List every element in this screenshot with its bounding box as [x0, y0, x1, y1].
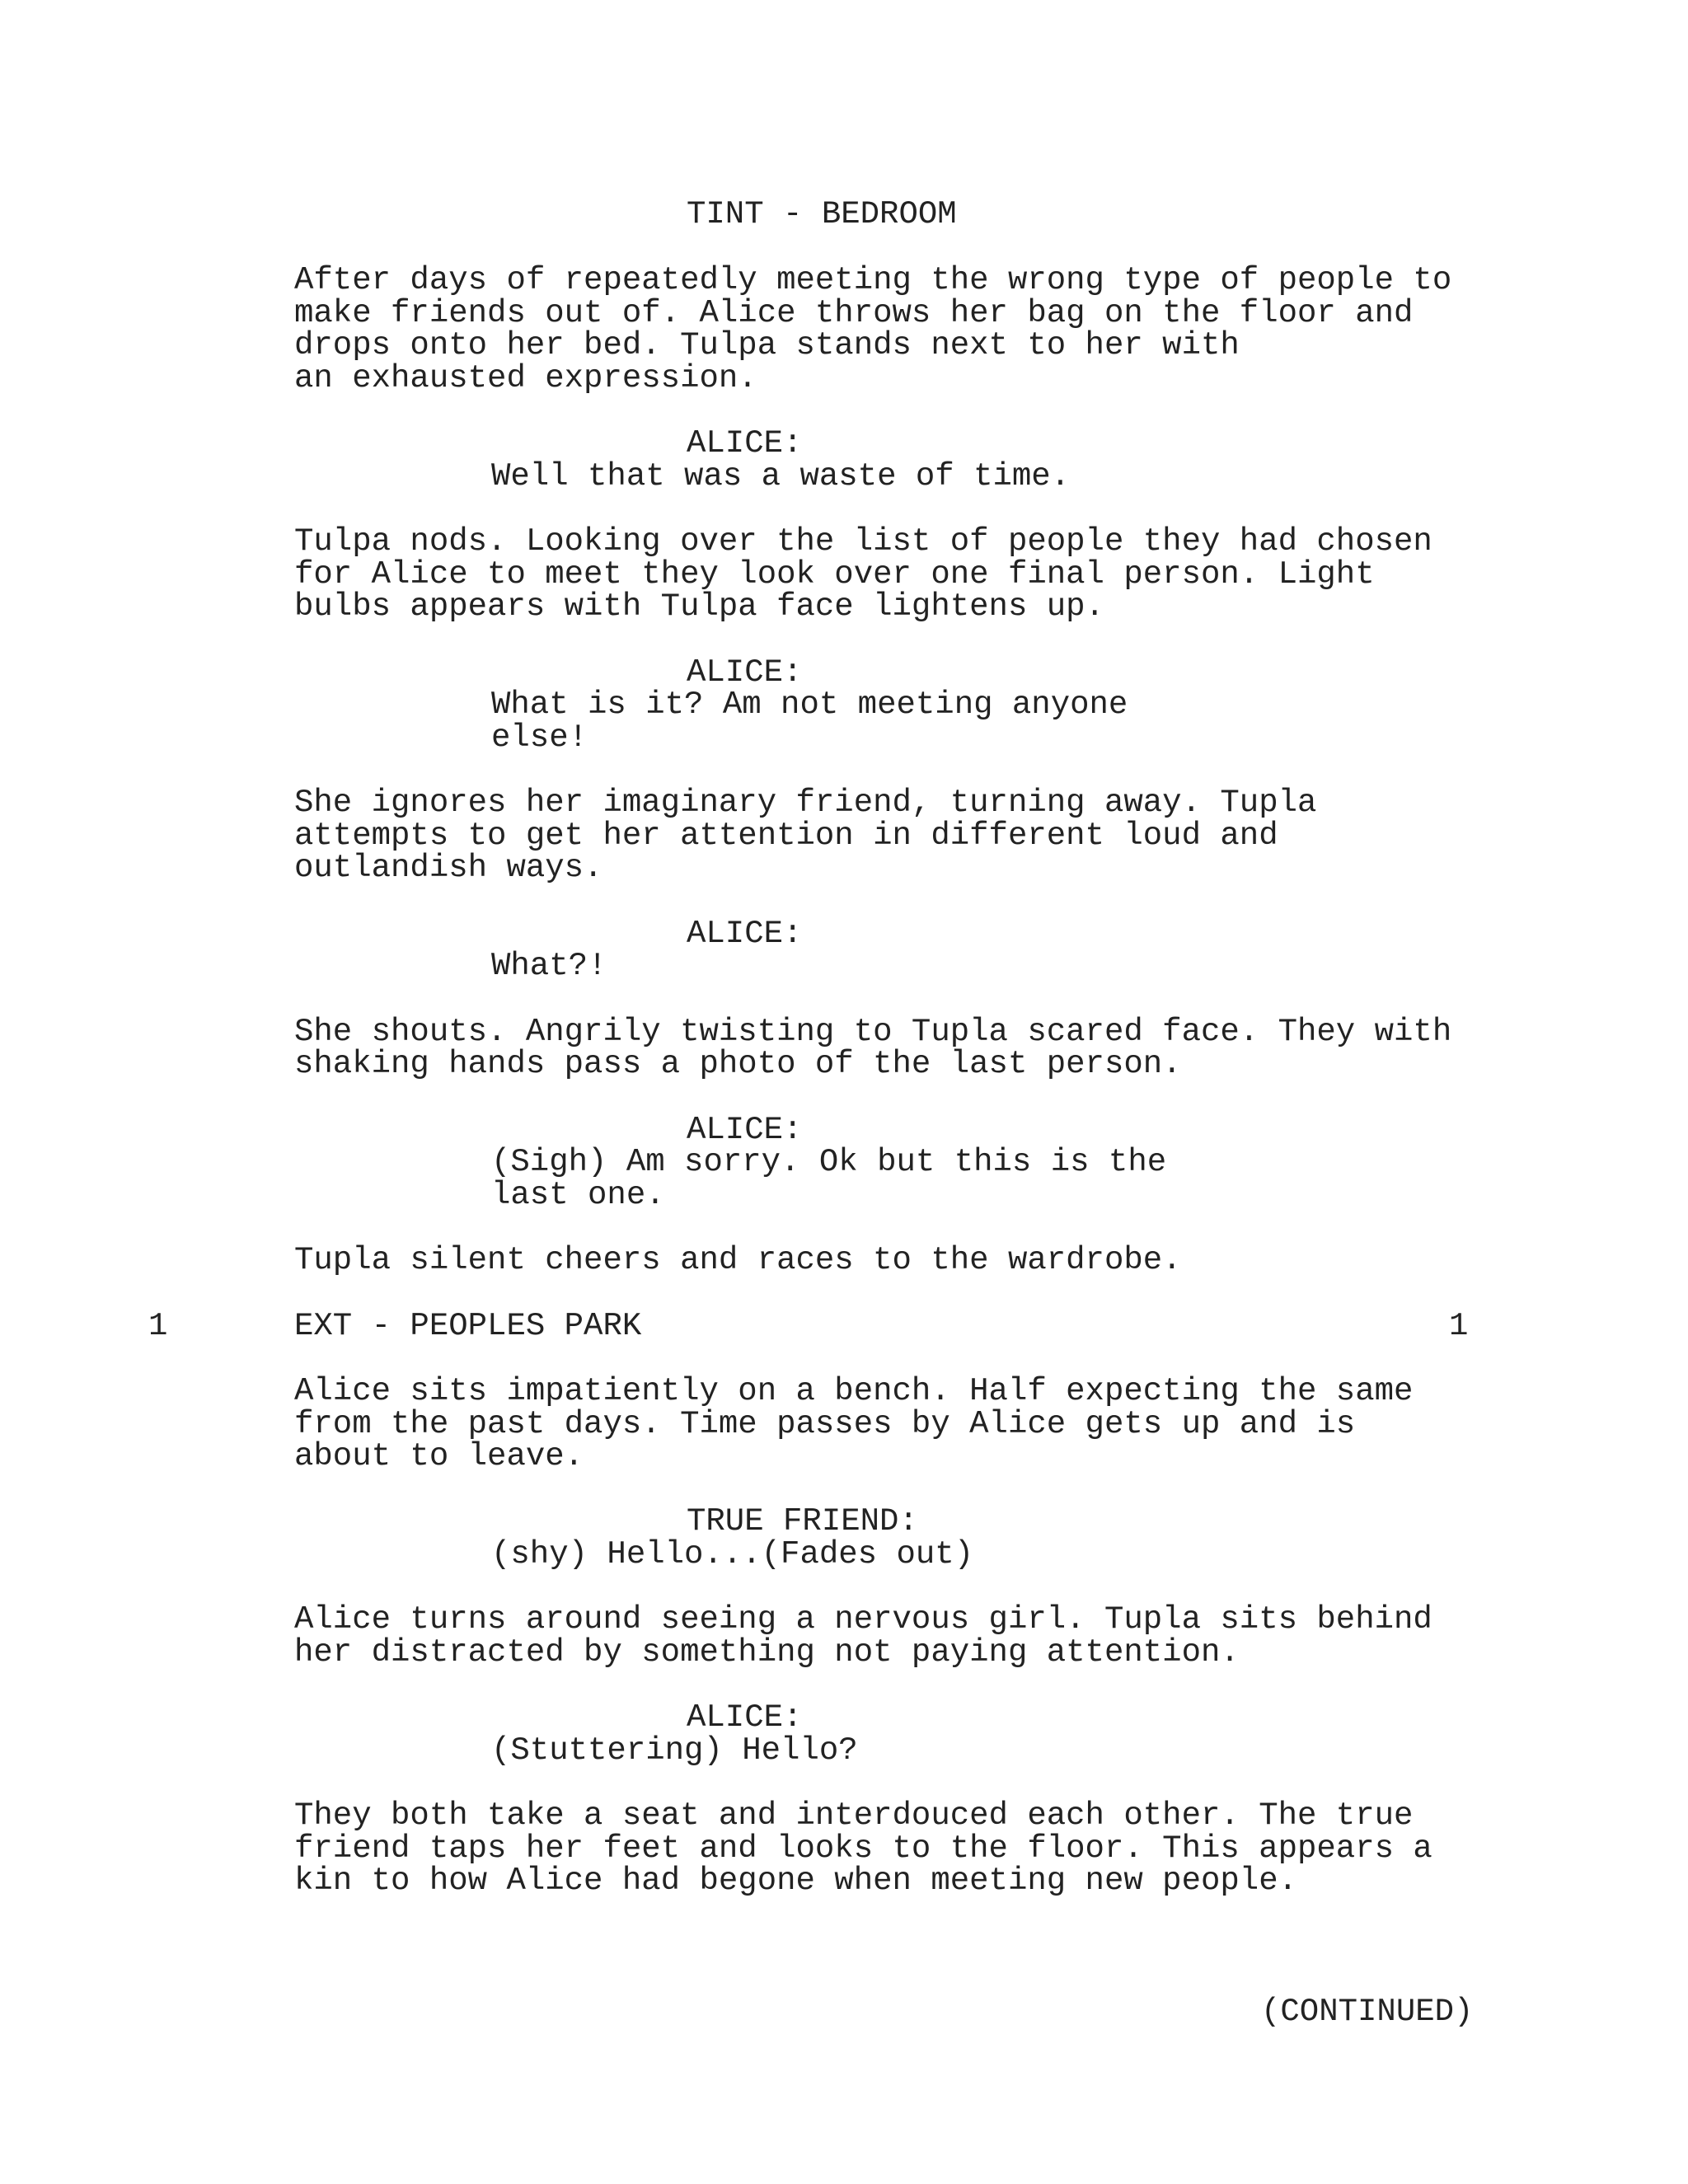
- action-line: Tulpa nods. Looking over the list of people they had chosen: [294, 523, 1432, 560]
- action-line: She shouts. Angrily twisting to Tupla scared face. They with: [294, 1014, 1452, 1050]
- dialogue-line: (Stuttering) Hello?: [491, 1732, 858, 1769]
- action-line: about to leave.: [294, 1438, 584, 1474]
- character-name: ALICE:: [687, 916, 803, 952]
- character-name: ALICE:: [687, 425, 803, 462]
- scene-heading: TINT - BEDROOM: [687, 196, 957, 232]
- dialogue-line: What?!: [491, 948, 607, 984]
- character-name: ALICE:: [687, 1112, 803, 1148]
- action-line: drops onto her bed. Tulpa stands next to her with: [294, 327, 1240, 363]
- action-line: from the past days. Time passes by Alice gets up and is: [294, 1406, 1356, 1442]
- scene-number-left: 1: [148, 1308, 168, 1344]
- action-line: She ignores her imaginary friend, turning away. Tupla: [294, 785, 1317, 821]
- action-line: attempts to get her attention in different loud and: [294, 818, 1278, 854]
- action-line: After days of repeatedly meeting the wrong type of people to: [294, 262, 1452, 298]
- scene-heading: EXT - PEOPLES PARK: [294, 1308, 642, 1344]
- action-line: Alice sits impatiently on a bench. Half expecting the same: [294, 1373, 1414, 1409]
- continued-marker: (CONTINUED): [1261, 1994, 1474, 2030]
- action-line: friend taps her feet and looks to the floor. This appears a: [294, 1830, 1432, 1867]
- action-line: Tupla silent cheers and races to the wardrobe.: [294, 1242, 1182, 1278]
- action-line: shaking hands pass a photo of the last person.: [294, 1046, 1182, 1082]
- dialogue-line: else!: [491, 719, 588, 756]
- action-line: kin to how Alice had begone when meeting new people.: [294, 1863, 1297, 1899]
- action-line: make friends out of. Alice throws her bag on the floor and: [294, 295, 1414, 331]
- character-name: ALICE:: [687, 654, 803, 691]
- dialogue-line: (Sigh) Am sorry. Ok but this is the: [491, 1144, 1167, 1180]
- character-name: TRUE FRIEND:: [687, 1503, 918, 1540]
- dialogue-line: last one.: [491, 1177, 665, 1213]
- action-line: for Alice to meet they look over one final person. Light: [294, 556, 1375, 593]
- character-name: ALICE:: [687, 1699, 803, 1736]
- dialogue-line: Well that was a waste of time.: [491, 458, 1071, 494]
- action-line: They both take a seat and interdouced each other. The true: [294, 1797, 1414, 1834]
- action-line: outlandish ways.: [294, 850, 603, 886]
- action-line: her distracted by something not paying attention.: [294, 1634, 1240, 1671]
- dialogue-line: What is it? Am not meeting anyone: [491, 687, 1128, 723]
- action-line: bulbs appears with Tulpa face lightens up.: [294, 588, 1104, 625]
- dialogue-line: (shy) Hello...(Fades out): [491, 1536, 974, 1572]
- action-line: Alice turns around seeing a nervous girl. Tupla sits behind: [294, 1601, 1432, 1638]
- scene-number-right: 1: [1449, 1308, 1469, 1344]
- action-line: an exhausted expression.: [294, 360, 757, 396]
